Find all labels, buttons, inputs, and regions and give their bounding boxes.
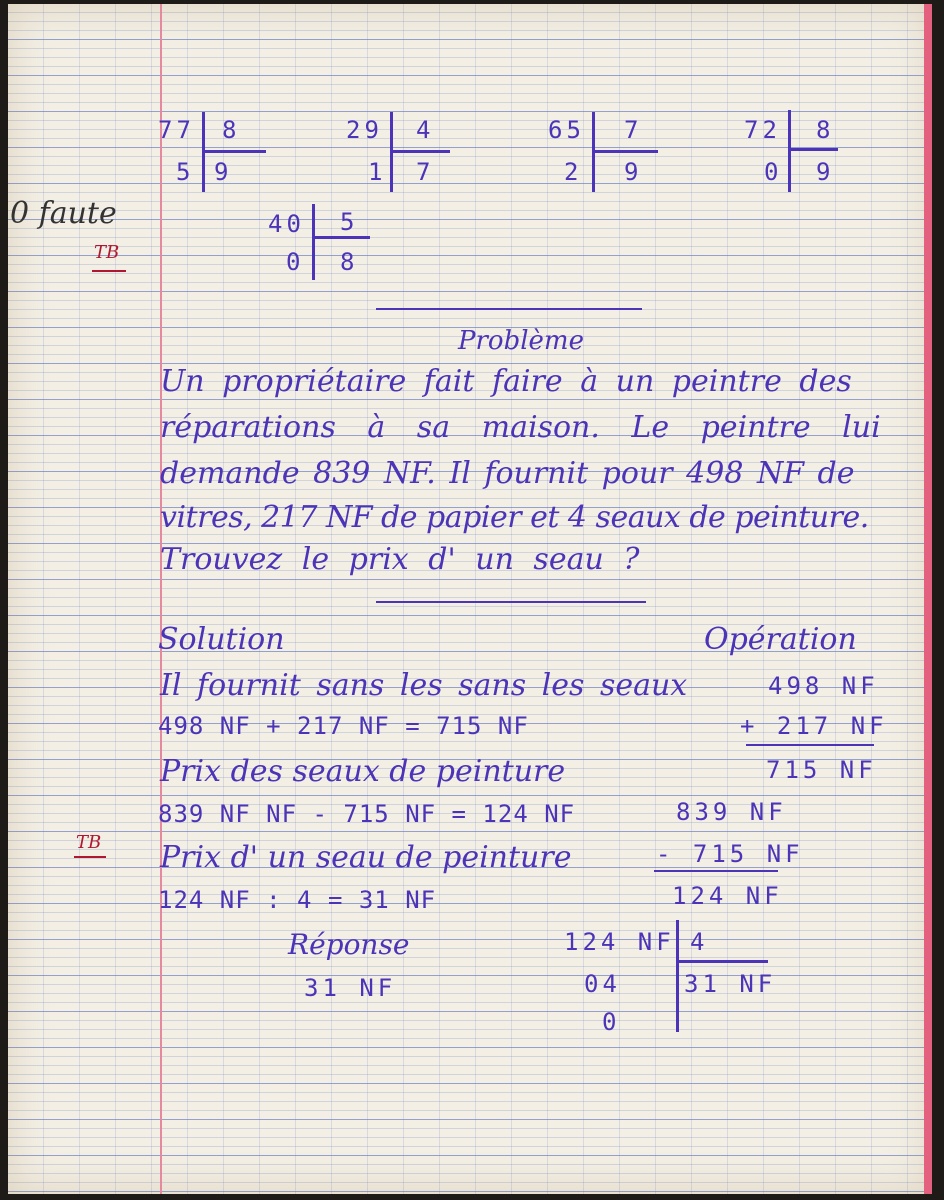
long-division-step: 04 bbox=[584, 970, 621, 998]
division-quotient: 7 bbox=[416, 158, 435, 186]
long-division-quotient: 31 NF bbox=[684, 970, 777, 998]
problem-line: vitres, 217 NF de papier et 4 seaux de peinture. bbox=[160, 500, 869, 535]
division-vertical-bar bbox=[788, 110, 791, 192]
division-dividend: 77 bbox=[158, 116, 195, 144]
faute-note: 0 faute bbox=[10, 196, 117, 231]
division-divisor: 8 bbox=[816, 116, 835, 144]
solution-line: 124 NF : 4 = 31 NF bbox=[158, 886, 437, 914]
division-remainder: 0 bbox=[286, 248, 305, 276]
division-horizontal-bar bbox=[390, 150, 450, 153]
long-division-vertical-bar bbox=[676, 920, 679, 1032]
subtraction-second: - 715 NF bbox=[656, 840, 804, 868]
page-edge-binding bbox=[924, 4, 932, 1194]
grade-top: TB bbox=[94, 242, 120, 263]
division-quotient: 8 bbox=[340, 248, 359, 276]
solution-line: Prix d' un seau de peinture bbox=[160, 840, 572, 875]
addition-rule bbox=[746, 744, 874, 746]
long-division-remainder: 0 bbox=[602, 1008, 621, 1036]
division-divisor: 7 bbox=[624, 116, 643, 144]
long-division-dividend: 124 NF bbox=[564, 928, 675, 956]
problem-title: Problème bbox=[458, 326, 584, 356]
grade-bottom-underline bbox=[74, 856, 106, 858]
division-remainder: 2 bbox=[564, 158, 583, 186]
addition-top: 498 NF bbox=[768, 672, 879, 700]
solution-heading: Solution bbox=[158, 622, 285, 657]
subtraction-result: 124 NF bbox=[672, 882, 783, 910]
subtraction-top: 839 NF bbox=[676, 798, 787, 826]
solution-line: Prix des seaux de peinture bbox=[160, 754, 566, 789]
separator-top bbox=[376, 308, 642, 310]
solution-line: 839 NF NF - 715 NF = 124 NF bbox=[158, 800, 576, 828]
long-division-horizontal-bar bbox=[676, 960, 768, 963]
long-division-divisor: 4 bbox=[690, 928, 709, 956]
grade-top-underline bbox=[92, 270, 126, 272]
margin-line bbox=[160, 4, 162, 1194]
division-horizontal-bar bbox=[788, 148, 838, 151]
division-divisor: 4 bbox=[416, 116, 435, 144]
division-dividend: 29 bbox=[346, 116, 383, 144]
addition-result: 715 NF bbox=[766, 756, 877, 784]
division-divisor: 5 bbox=[340, 208, 359, 236]
division-remainder: 0 bbox=[764, 158, 783, 186]
problem-line: Trouvez le prix d' un seau ? bbox=[160, 542, 640, 577]
solution-line: Il fournit sans les sans les seaux bbox=[160, 668, 688, 703]
solution-line: 498 NF + 217 NF = 715 NF bbox=[158, 712, 529, 740]
division-horizontal-bar bbox=[592, 150, 658, 153]
division-remainder: 5 bbox=[176, 158, 195, 186]
division-dividend: 40 bbox=[268, 210, 305, 238]
separator-bottom bbox=[376, 601, 646, 603]
subtraction-rule bbox=[654, 870, 778, 872]
problem-line: demande 839 NF. Il fournit pour 498 NF de bbox=[160, 456, 855, 491]
division-dividend: 65 bbox=[548, 116, 585, 144]
division-dividend: 72 bbox=[744, 116, 781, 144]
problem-line: réparations à sa maison. Le peintre lui bbox=[160, 410, 881, 445]
division-horizontal-bar bbox=[202, 150, 266, 153]
addition-second: + 217 NF bbox=[740, 712, 888, 740]
division-quotient: 9 bbox=[214, 158, 233, 186]
problem-line: Un propriétaire fait faire à un peintre des bbox=[160, 364, 852, 399]
division-quotient: 9 bbox=[816, 158, 835, 186]
notebook-page bbox=[8, 4, 932, 1194]
answer-heading: Réponse bbox=[288, 928, 410, 961]
division-divisor: 8 bbox=[222, 116, 241, 144]
division-quotient: 9 bbox=[624, 158, 643, 186]
division-horizontal-bar bbox=[312, 236, 370, 239]
operation-heading: Opération bbox=[704, 622, 857, 657]
division-remainder: 1 bbox=[368, 158, 387, 186]
answer-value: 31 NF bbox=[304, 974, 397, 1002]
grade-bottom: TB bbox=[76, 832, 102, 853]
division-vertical-bar bbox=[312, 204, 315, 280]
